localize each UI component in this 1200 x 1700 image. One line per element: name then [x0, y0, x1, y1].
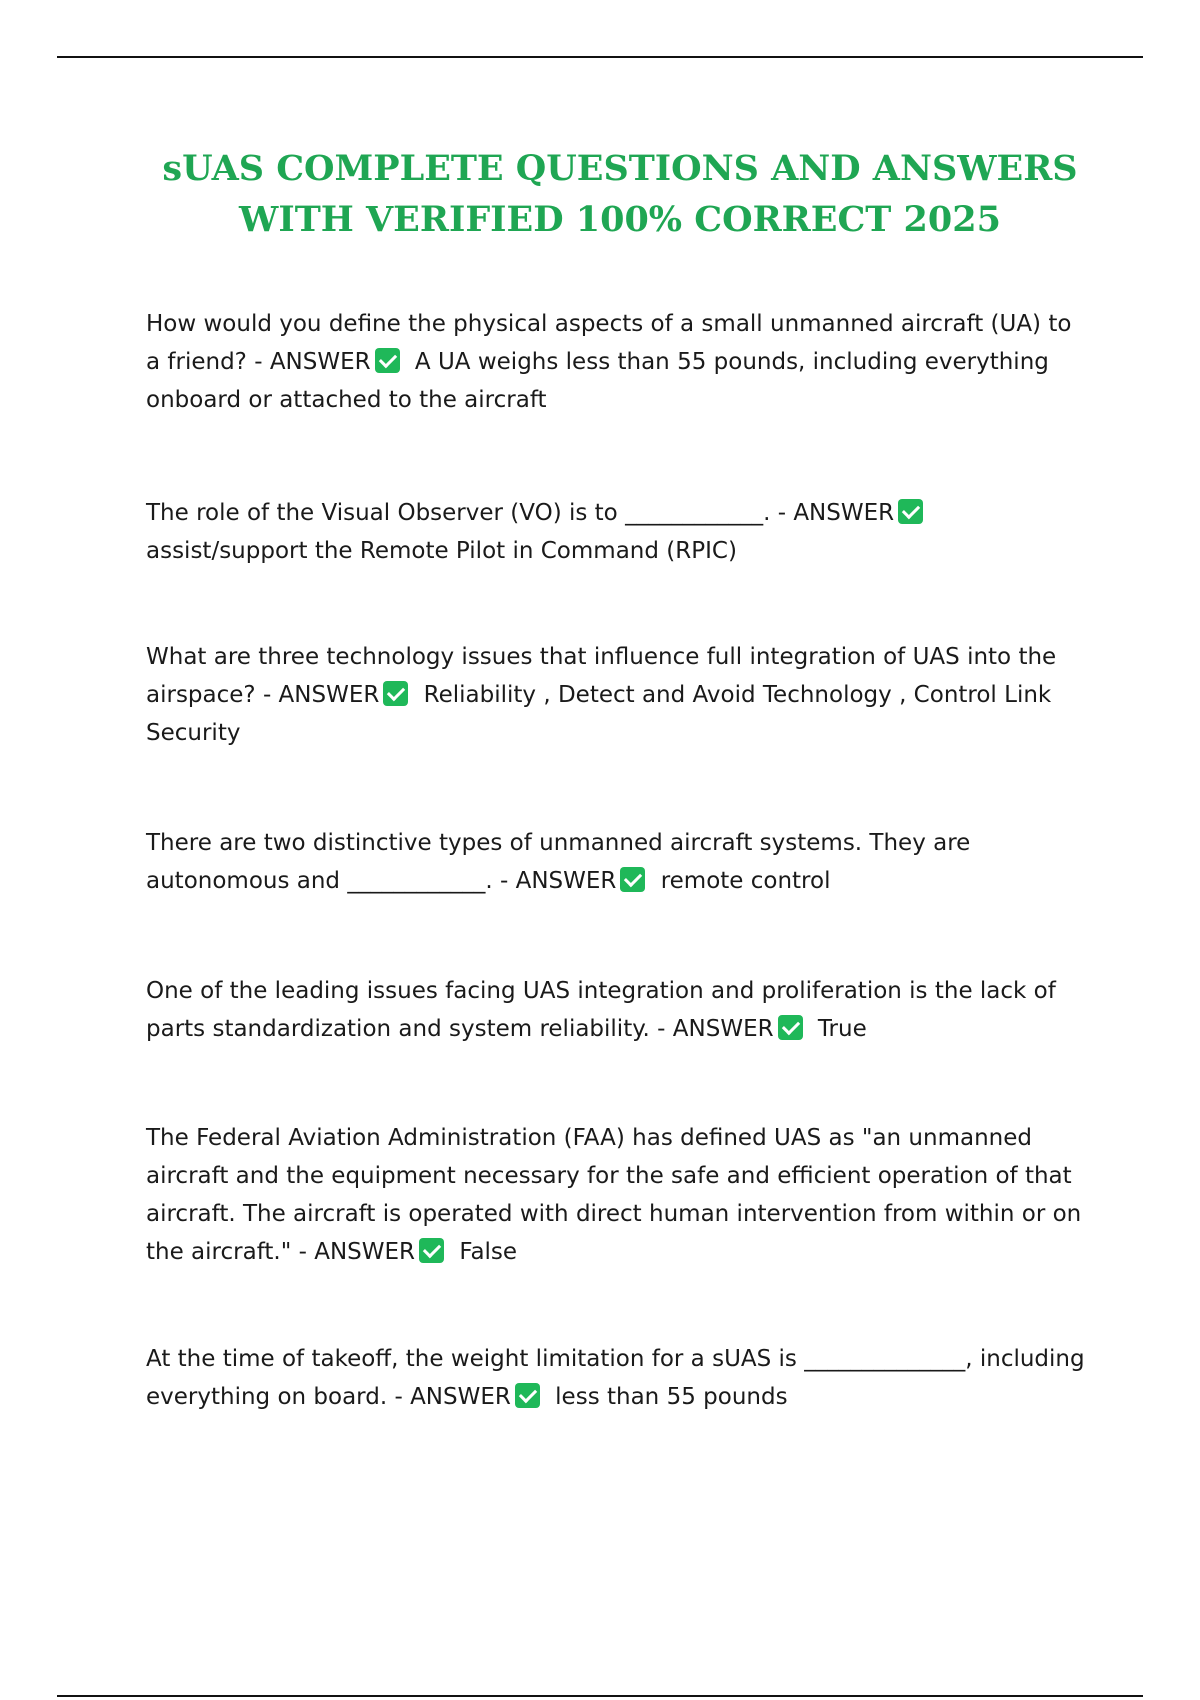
check-mark-icon [383, 681, 408, 706]
answer-text: Reliability , Detect and Avoid Technology , Control Link Security [146, 682, 1052, 746]
qa-item-2 [146, 494, 1086, 570]
answer-text: A UA weighs less than 55 pounds, including everything onboard or attached to the aircraft [146, 349, 1049, 413]
qa-item-6 [146, 1119, 1086, 1271]
answer-text: remote control [660, 868, 831, 894]
check-mark-icon [898, 499, 923, 524]
question-text: One of the leading issues facing UAS integration and proliferation is the lack of parts standardization and system reliability. [146, 978, 1056, 1042]
qa-item-4 [146, 824, 1086, 900]
question-text: How would you define the physical aspects of a small unmanned aircraft (UA) to a friend? [146, 311, 1072, 375]
answer-text: False [459, 1239, 518, 1265]
page-title-line-1: sUAS COMPLETE QUESTIONS AND ANSWERS [162, 148, 1078, 189]
answer-label: - ANSWER [298, 1239, 416, 1265]
page-title [90, 143, 1150, 245]
question-text: The Federal Aviation Administration (FAA) has defined UAS as "an unmanned aircraft and the equipment necessary for the safe and efficient operation of that aircraft. The aircraft is operated with direct human intervention from within or on the aircraft." [146, 1125, 1082, 1265]
answer-label: - ANSWER [499, 868, 617, 894]
question-text: What are three technology issues that influence full integration of UAS into the airspace? [146, 644, 1057, 708]
check-mark-icon [778, 1015, 803, 1040]
answer-label: - ANSWER [657, 1016, 774, 1042]
check-mark-icon [419, 1238, 444, 1263]
question-text: There are two distinctive types of unmanned aircraft systems. They are autonomous and ____________. [146, 830, 971, 894]
check-mark-icon [620, 867, 645, 892]
page-title-line-2: WITH VERIFIED 100% CORRECT 2025 [239, 199, 1001, 240]
answer-text: True [817, 1016, 867, 1042]
check-mark-icon [375, 348, 400, 373]
qa-item-7 [146, 1340, 1086, 1416]
answer-label: - ANSWER [262, 682, 380, 708]
answer-label: - ANSWER [254, 349, 371, 375]
qa-item-3 [146, 638, 1086, 752]
qa-item-5 [146, 972, 1086, 1048]
answer-label: - ANSWER [394, 1384, 511, 1410]
answer-text: assist/support the Remote Pilot in Command (RPIC) [146, 538, 737, 564]
qa-item-1 [146, 305, 1086, 419]
check-mark-icon [515, 1383, 540, 1408]
question-text: The role of the Visual Observer (VO) is to ____________. [146, 500, 771, 526]
answer-text: less than 55 pounds [555, 1384, 788, 1410]
answer-label: - ANSWER [777, 500, 895, 526]
top-rule [57, 56, 1143, 58]
bottom-rule [57, 1695, 1143, 1697]
question-text: At the time of takeoff, the weight limitation for a sUAS is ______________, including everything on board. [146, 1346, 1085, 1410]
